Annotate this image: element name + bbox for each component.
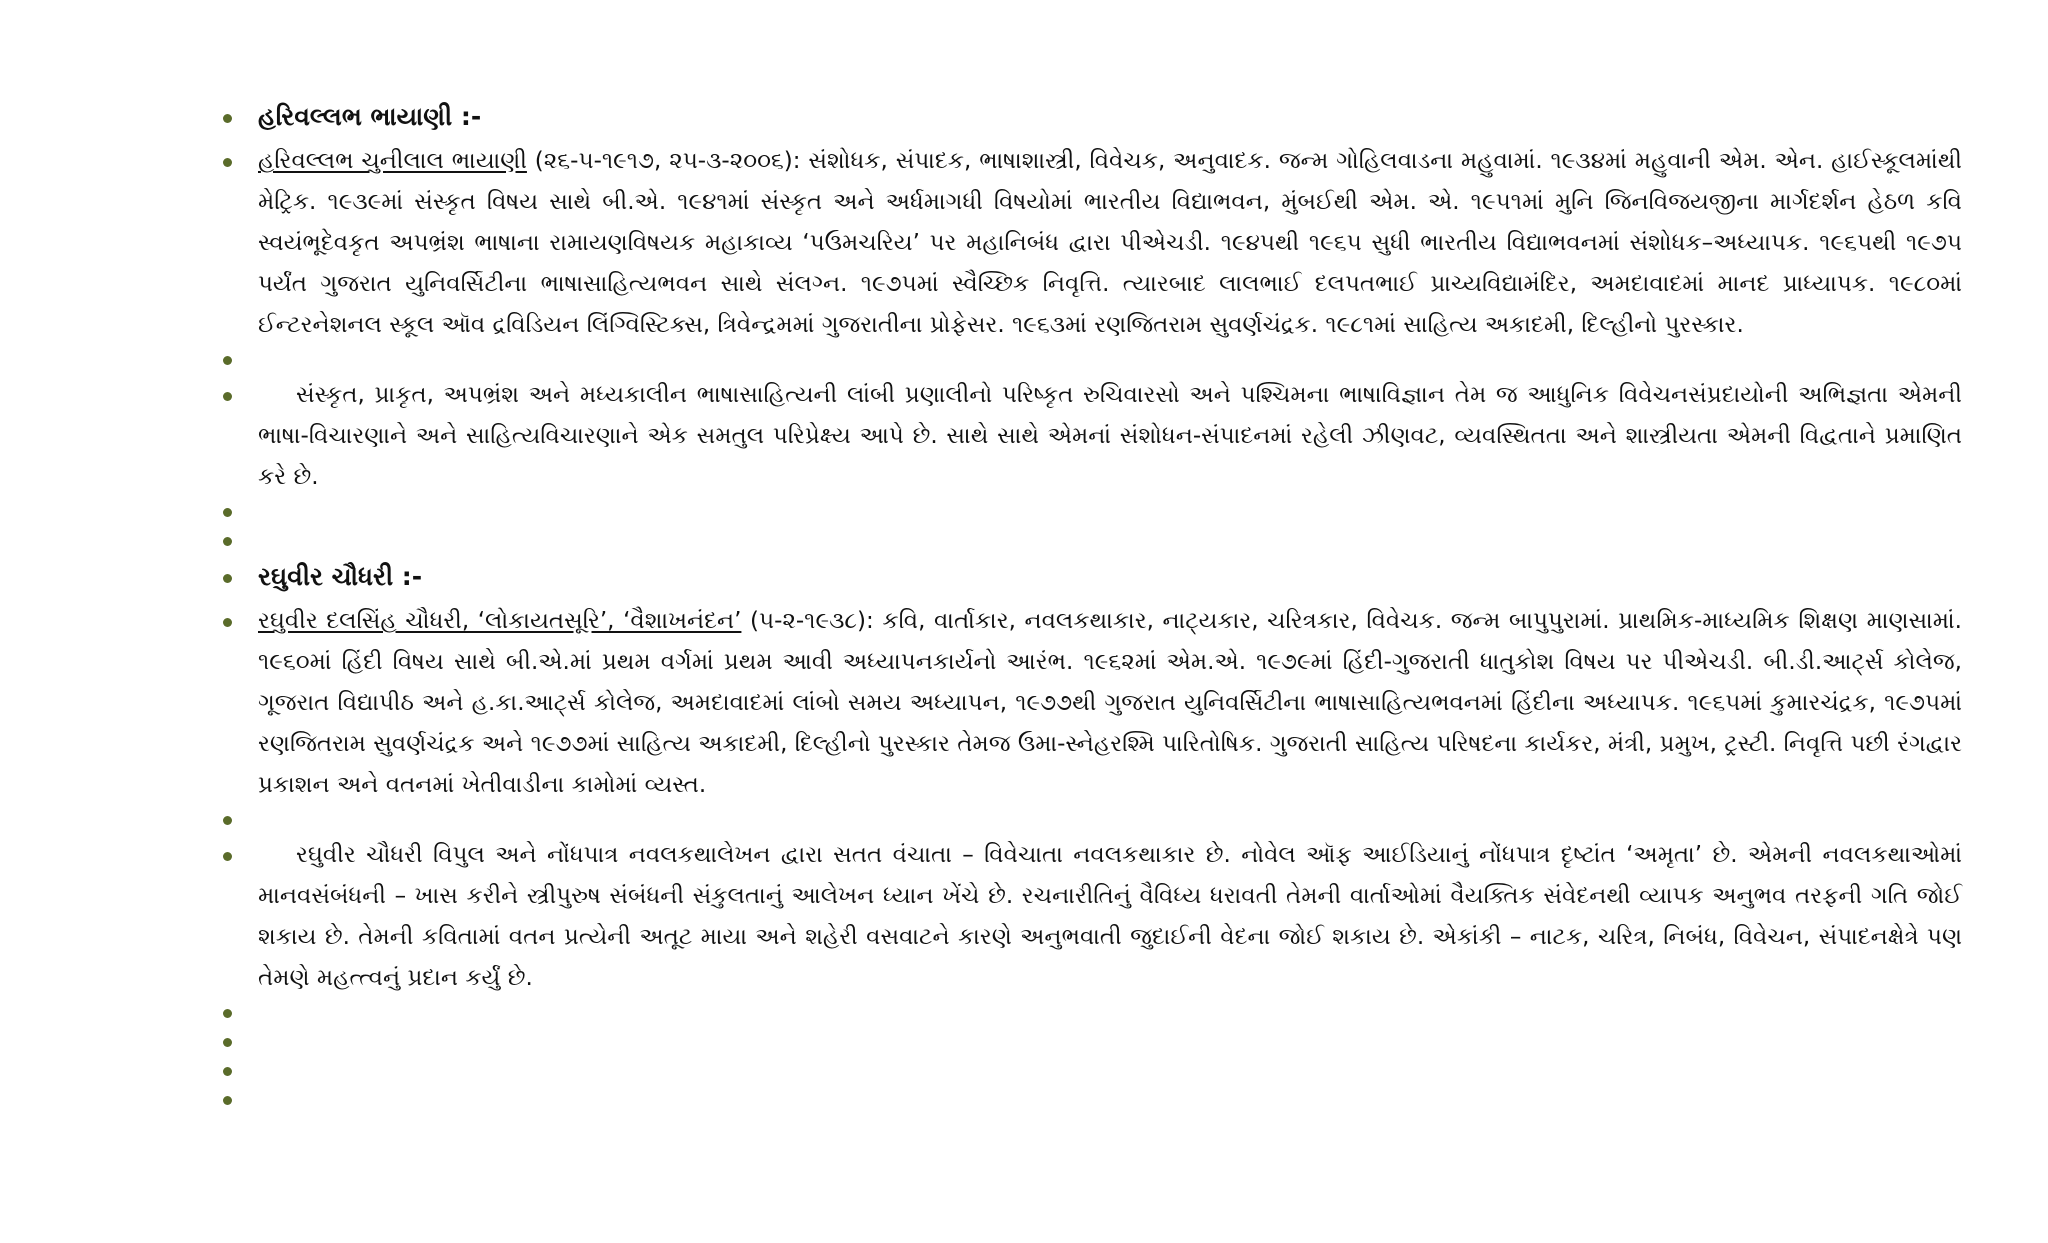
empty-list-item bbox=[258, 1028, 1962, 1057]
bio-text: (૫-૨-૧૯૩૮): કવિ, વાર્તાકાર, નવલકથાકાર, નાટ્યકાર, ચરિત્રકાર, વિવેચક. જન્મ બાપુપુરામાં. પ્રાથમિક-માધ્યમિક શિક્ષણ માણસામાં. ૧૯૬૦માં હિંદી વિષય સાથે બી.એ.માં પ્રથમ વર્ગમાં પ્રથમ આવી અધ્યાપનકાર્યનો આરંભ. ૧૯૬૨માં એમ.એ. ૧૯૭૯માં હિંદી-ગુજરાતી ધાતુકોશ વિષય પર પીએચડી. બી.ડી.આર્ટ્સ કોલેજ, ગૂજરાત વિદ્યાપીઠ અને હ.કા.આર્ટ્સ કોલેજ, અમદાવાદમાં લાંબો સમય અધ્યાપન, ૧૯૭૭થી ગુજરાત યુનિવર્સિટીના ભાષાસાહિત્યભવનમાં હિંદીના અધ્યાપક. ૧૯૬૫માં કુમારચંદ્રક, ૧૯૭૫માં રણજિતરામ સુવર્ણચંદ્રક અને ૧૯૭૭માં સાહિત્ય અકાદમી, દિલ્હીનો પુરસ્કાર તેમજ ઉમા-સ્નેહરશ્મિ પારિતોષિક. ગુજરાતી સાહિત્ય પરિષદના કાર્યકર, મંત્રી, પ્રમુખ, ટ્રસ્ટી. નિવૃત્તિ પછી રંગદ્વાર પ્રકાશન અને વતનમાં ખેતીવાડીના કામોમાં વ્યસ્ત. bbox=[258, 608, 1962, 798]
empty-list-item bbox=[258, 1057, 1962, 1086]
bio-name-link[interactable]: રઘુવીર દલસિંહ ચૌધરી, ‘લોકાયતસૂરિ’, ‘વૈશાખનંદન’ bbox=[258, 608, 742, 634]
empty-list-item bbox=[258, 527, 1962, 556]
article-bullet-list bbox=[258, 96, 1962, 1115]
bio-text: (૨૬-૫-૧૯૧૭, ૨૫-૩-૨૦૦૬): સંશોધક, સંપાદક, ભાષાશાસ્ત્રી, વિવેચક, અનુવાદક. જન્મ ગોહિલવાડના મહુવામાં. ૧૯૩૪માં મહુવાની એમ. એન. હાઈસ્કૂલમાંથી મેટ્રિક. ૧૯૩૯માં સંસ્કૃત વિષય સાથે બી.એ. ૧૯૪૧માં સંસ્કૃત અને અર્ધમાગધી વિષયોમાં ભારતીય વિદ્યાભવન, મુંબઈથી એમ. એ. ૧૯૫૧માં મુનિ જિનવિજયજીના માર્ગદર્શન હેઠળ કવિ સ્વયંભૂદેવકૃત અપભ્રંશ ભાષાના રામાયણવિષયક મહાકાવ્ય ‘પઉમચરિય’ પર મહાનિબંધ દ્વારા પીએચડી. ૧૯૪૫થી ૧૯૬૫ સુધી ભારતીય વિદ્યાભવનમાં સંશોધક–અધ્યાપક. ૧૯૬૫થી ૧૯૭૫ પર્યંત ગુજરાત યુનિવર્સિટીના ભાષાસાહિત્યભવન સાથે સંલગ્ન. ૧૯૭૫માં સ્વૈચ્છિક નિવૃત્તિ. ત્યારબાદ લાલભાઈ દલપતભાઈ પ્રાચ્યવિદ્યામંદિર, અમદાવાદમાં માનદ પ્રાધ્યાપક. ૧૯૮૦માં ઈન્ટરનેશનલ સ્કૂલ ઑવ દ્રવિડિયન લિંગ્વિસ્ટિક્સ, ત્રિવેન્દ્રમમાં ગુજરાતીના પ્રોફેસર. ૧૯૬૩માં રણજિતરામ સુવર્ણચંદ્રક. ૧૯૮૧માં સાહિત્ય અકાદમી, દિલ્હીનો પુરસ્કાર. bbox=[258, 148, 1963, 338]
paragraph-raghuvir-chaudhari: રઘુવીર ચૌધરી વિપુલ અને નોંધપાત્ર નવલકથાલેખન દ્વારા સતત વંચાતા – વિવેચાતા નવલકથાકાર છે. નોવેલ ઑફ આઈડિયાનું નોંધપાત્ર દૃષ્ટાંત ‘અમૃતા’ છે. એમની નવલકથાઓમાં માનવસંબંધની – ખાસ કરીને સ્ત્રીપુરુષ સંબંધની સંકુલતાનું આલેખન ધ્યાન ખેંચે છે. રચનારીતિનું વૈવિધ્ય ધરાવતી તેમની વાર્તાઓમાં વૈયક્તિક સંવેદનથી વ્યાપક અનુભવ તરફની ગતિ જોઈ શકાય છે. તેમની કવિતામાં વતન પ્રત્યેની અતૂટ માયા અને શહેરી વસવાટને કારણે અનુભવાતી જુદાઈની વેદના જોઈ શકાય છે. એકાંકી – નાટક, ચરિત્ર, નિબંધ, વિવેચન, સંપાદનક્ષેત્રે પણ તેમણે મહત્ત્વનું પ્રદાન કર્યું છે. bbox=[258, 835, 1962, 999]
heading-raghuvir-chaudhari: રઘુવીર ચૌધરી :- bbox=[258, 556, 1962, 597]
bio-raghuvir-chaudhari bbox=[258, 601, 1962, 806]
empty-list-item bbox=[258, 346, 1962, 375]
bio-name-link[interactable]: હરિવલ્લભ ચુનીલાલ ભાયાણી bbox=[258, 148, 527, 174]
bio-harivallabh-bhayani bbox=[258, 141, 1962, 346]
empty-list-item bbox=[258, 806, 1962, 835]
paragraph-harivallabh-bhayani: સંસ્કૃત, પ્રાકૃત, અપભ્રંશ અને મધ્યકાલીન ભાષાસાહિત્યની લાંબી પ્રણાલીનો પરિષ્કૃત રુચિવારસો અને પશ્ચિમના ભાષાવિજ્ઞાન તેમ જ આધુનિક વિવેચનસંપ્રદાયોની અભિજ્ઞતા એમની ભાષા-વિચારણાને અને સાહિત્યવિચારણાને એક સમતુલ પરિપ્રેક્ષ્ય આપે છે. સાથે સાથે એમનાં સંશોધન-સંપાદનમાં રહેલી ઝીણવટ, વ્યવસ્થિતતા અને શાસ્ત્રીયતા એમની વિદ્વતાને પ્રમાણિત કરે છે. bbox=[258, 375, 1962, 498]
empty-list-item bbox=[258, 498, 1962, 527]
empty-list-item bbox=[258, 1086, 1962, 1115]
empty-list-item bbox=[258, 999, 1962, 1028]
heading-harivallabh-bhayani: હરિવલ્લભ ભાયાણી :- bbox=[258, 96, 1962, 137]
